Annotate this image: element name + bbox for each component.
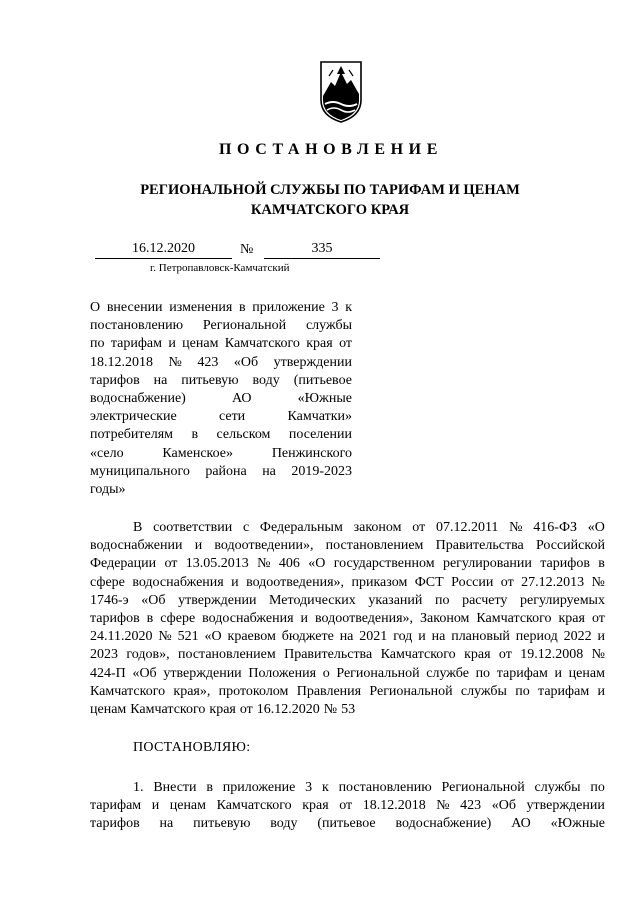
text-line: 1746-э «Об утверждении Методических указаний по расчету регулируемых <box>90 592 605 608</box>
document-subject <box>90 299 352 499</box>
text-line: 1. Внести в приложение 3 к постановлению Региональной службы по <box>133 780 605 795</box>
text-line: ценам Камчатского края от 16.12.2020 № 53 <box>90 701 356 717</box>
text-line: по тарифам и ценам Камчатского края от <box>90 336 352 352</box>
text-line: годы» <box>90 481 126 497</box>
text-line: «село Каменское» Пенжинского <box>90 445 352 461</box>
document-date: 16.12.2020 <box>95 241 232 259</box>
text-line: водоснабжении и водоотведении», постановлением Правительства Российской <box>90 538 605 554</box>
preamble-paragraph <box>90 519 605 719</box>
text-line: водоснабжение) АО «Южные <box>90 390 352 406</box>
clause-1-paragraph <box>90 779 605 834</box>
text-line: О внесении изменения в приложение 3 к <box>90 300 352 315</box>
document-city: г. Петропавловск-Камчатский <box>150 262 290 274</box>
text-line: электрические сети Камчатки» <box>90 409 352 425</box>
text-line: тарифов в сфере водоснабжения и водоотведения», Законом Камчатского края от <box>90 610 605 626</box>
text-line: 24.11.2020 № 521 «О краевом бюджете на 2021 год и на плановый период 2022 и <box>90 629 605 645</box>
issuing-authority-line: РЕГИОНАЛЬНОЙ СЛУЖБЫ ПО ТАРИФАМ И ЦЕНАМ <box>140 182 520 198</box>
text-line: тарифов на питьевую воду (питьевое <box>90 372 352 388</box>
kamchatka-coat-of-arms-icon <box>319 60 363 124</box>
issuing-authority-line: КАМЧАТСКОГО КРАЯ <box>250 202 410 218</box>
decree-word: ПОСТАНОВЛЯЮ: <box>133 740 251 755</box>
issuing-authority <box>0 180 640 220</box>
text-line: Камчатского края», протоколом Правления Региональной службы по тарифам и <box>90 683 605 699</box>
text-line: тарифов на питьевую воду (питьевое водоснабжение) АО «Южные <box>90 816 605 832</box>
text-line: сфере водоснабжения и водоотведения», приказом ФСТ России от 27.12.2013 № <box>90 574 605 590</box>
text-line: 2023 годов», постановлением Правительства Камчатского края от 19.12.2008 № <box>90 647 605 663</box>
text-line: постановлению Региональной службы <box>90 318 352 334</box>
document-title: ПОСТАНОВЛЕНИЕ <box>219 141 443 158</box>
text-line: тарифам и ценам Камчатского края от 18.12.2018 № 423 «Об утверждении <box>90 798 605 814</box>
text-line: муниципального района на 2019-2023 <box>90 463 352 479</box>
text-line: 18.12.2018 № 423 «Об утверждении <box>90 354 352 370</box>
text-line: 424-П «Об утверждении Положения о Региональной службе по тарифам и ценам <box>90 665 605 681</box>
text-line: Федерации от 13.05.2013 № 406 «О государственном регулировании тарифов в <box>90 556 605 572</box>
document-number: 335 <box>264 241 380 259</box>
text-line: потребителям в сельском поселении <box>90 427 352 443</box>
text-line: В соответствии с Федеральным законом от 07.12.2011 № 416-ФЗ «О <box>133 520 605 535</box>
number-sign: № <box>240 242 254 257</box>
